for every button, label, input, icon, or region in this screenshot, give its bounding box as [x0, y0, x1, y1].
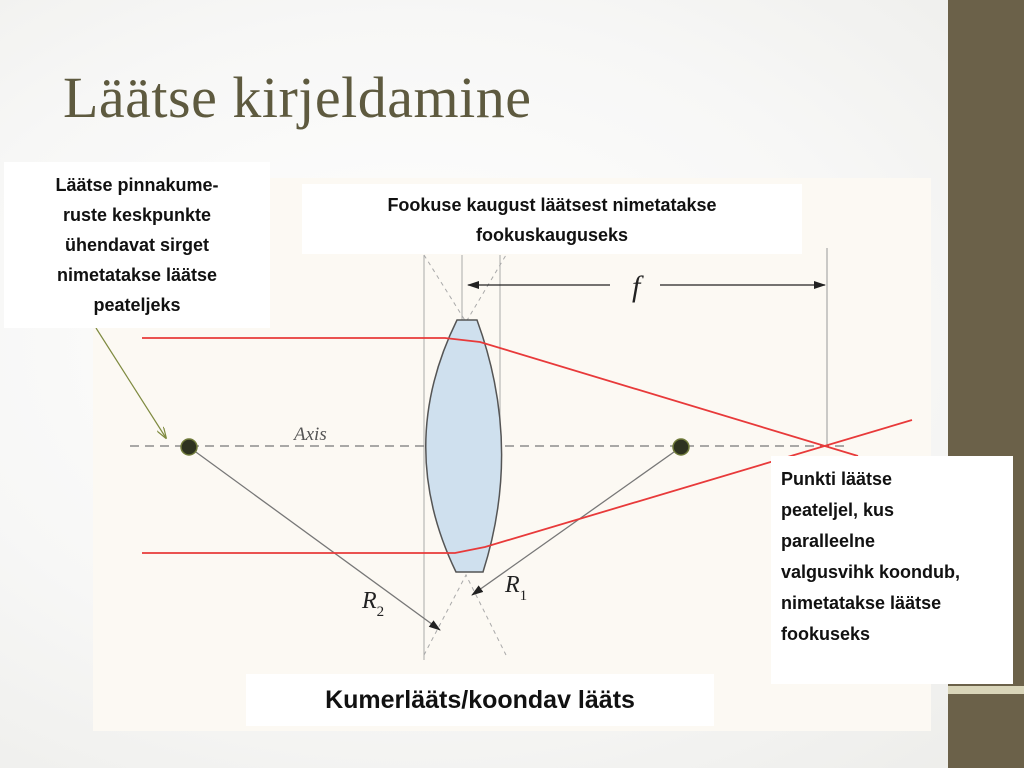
callout-line: fookuseks — [781, 624, 871, 644]
radius-r2-line — [189, 447, 440, 630]
curvature-center-r1 — [673, 439, 689, 455]
r1-label-main: R — [505, 572, 520, 598]
focal-point-callout — [771, 456, 1013, 684]
callout-line: nimetatakse läätse — [56, 265, 218, 285]
construction-arc-upper — [424, 255, 506, 322]
slide-title: Läätse kirjeldamine — [63, 65, 532, 130]
callout-line: Fookuse kaugust läätsest nimetatakse — [387, 195, 717, 215]
callout-line: ruste keskpunkte — [62, 205, 212, 225]
focal-length-callout — [302, 184, 802, 254]
callout-line: Läätse pinnakume- — [55, 175, 219, 195]
callout-line: valgusvihk koondub, — [781, 562, 961, 582]
curvature-center-r2 — [181, 439, 197, 455]
r1-label — [504, 572, 527, 604]
callout-pointer-line — [96, 328, 166, 438]
callout-line: Punkti läätse — [781, 469, 893, 489]
r1-label-subscript: 1 — [519, 588, 528, 604]
r2-label-subscript: 2 — [376, 604, 385, 620]
callout-line: paralleelne — [781, 531, 876, 551]
axis-label: Axis — [294, 424, 327, 445]
principal-axis-callout — [4, 162, 270, 328]
construction-arc-lower — [424, 575, 506, 655]
r2-label-main: R — [362, 588, 377, 614]
radius-r1-line — [472, 447, 681, 595]
callout-line: fookuskauguseks — [475, 225, 629, 245]
callout-line: ühendavat sirget — [64, 235, 210, 255]
focal-length-label: f — [632, 270, 641, 303]
callout-line: peateljeks — [93, 295, 181, 315]
r2-label — [361, 588, 384, 620]
callout-line: peateljel, kus — [781, 500, 895, 520]
diagram-caption: Kumerlääts/koondav lääts — [246, 674, 714, 726]
callout-line: nimetatakse läätse — [781, 593, 942, 613]
convex-lens — [426, 320, 502, 572]
